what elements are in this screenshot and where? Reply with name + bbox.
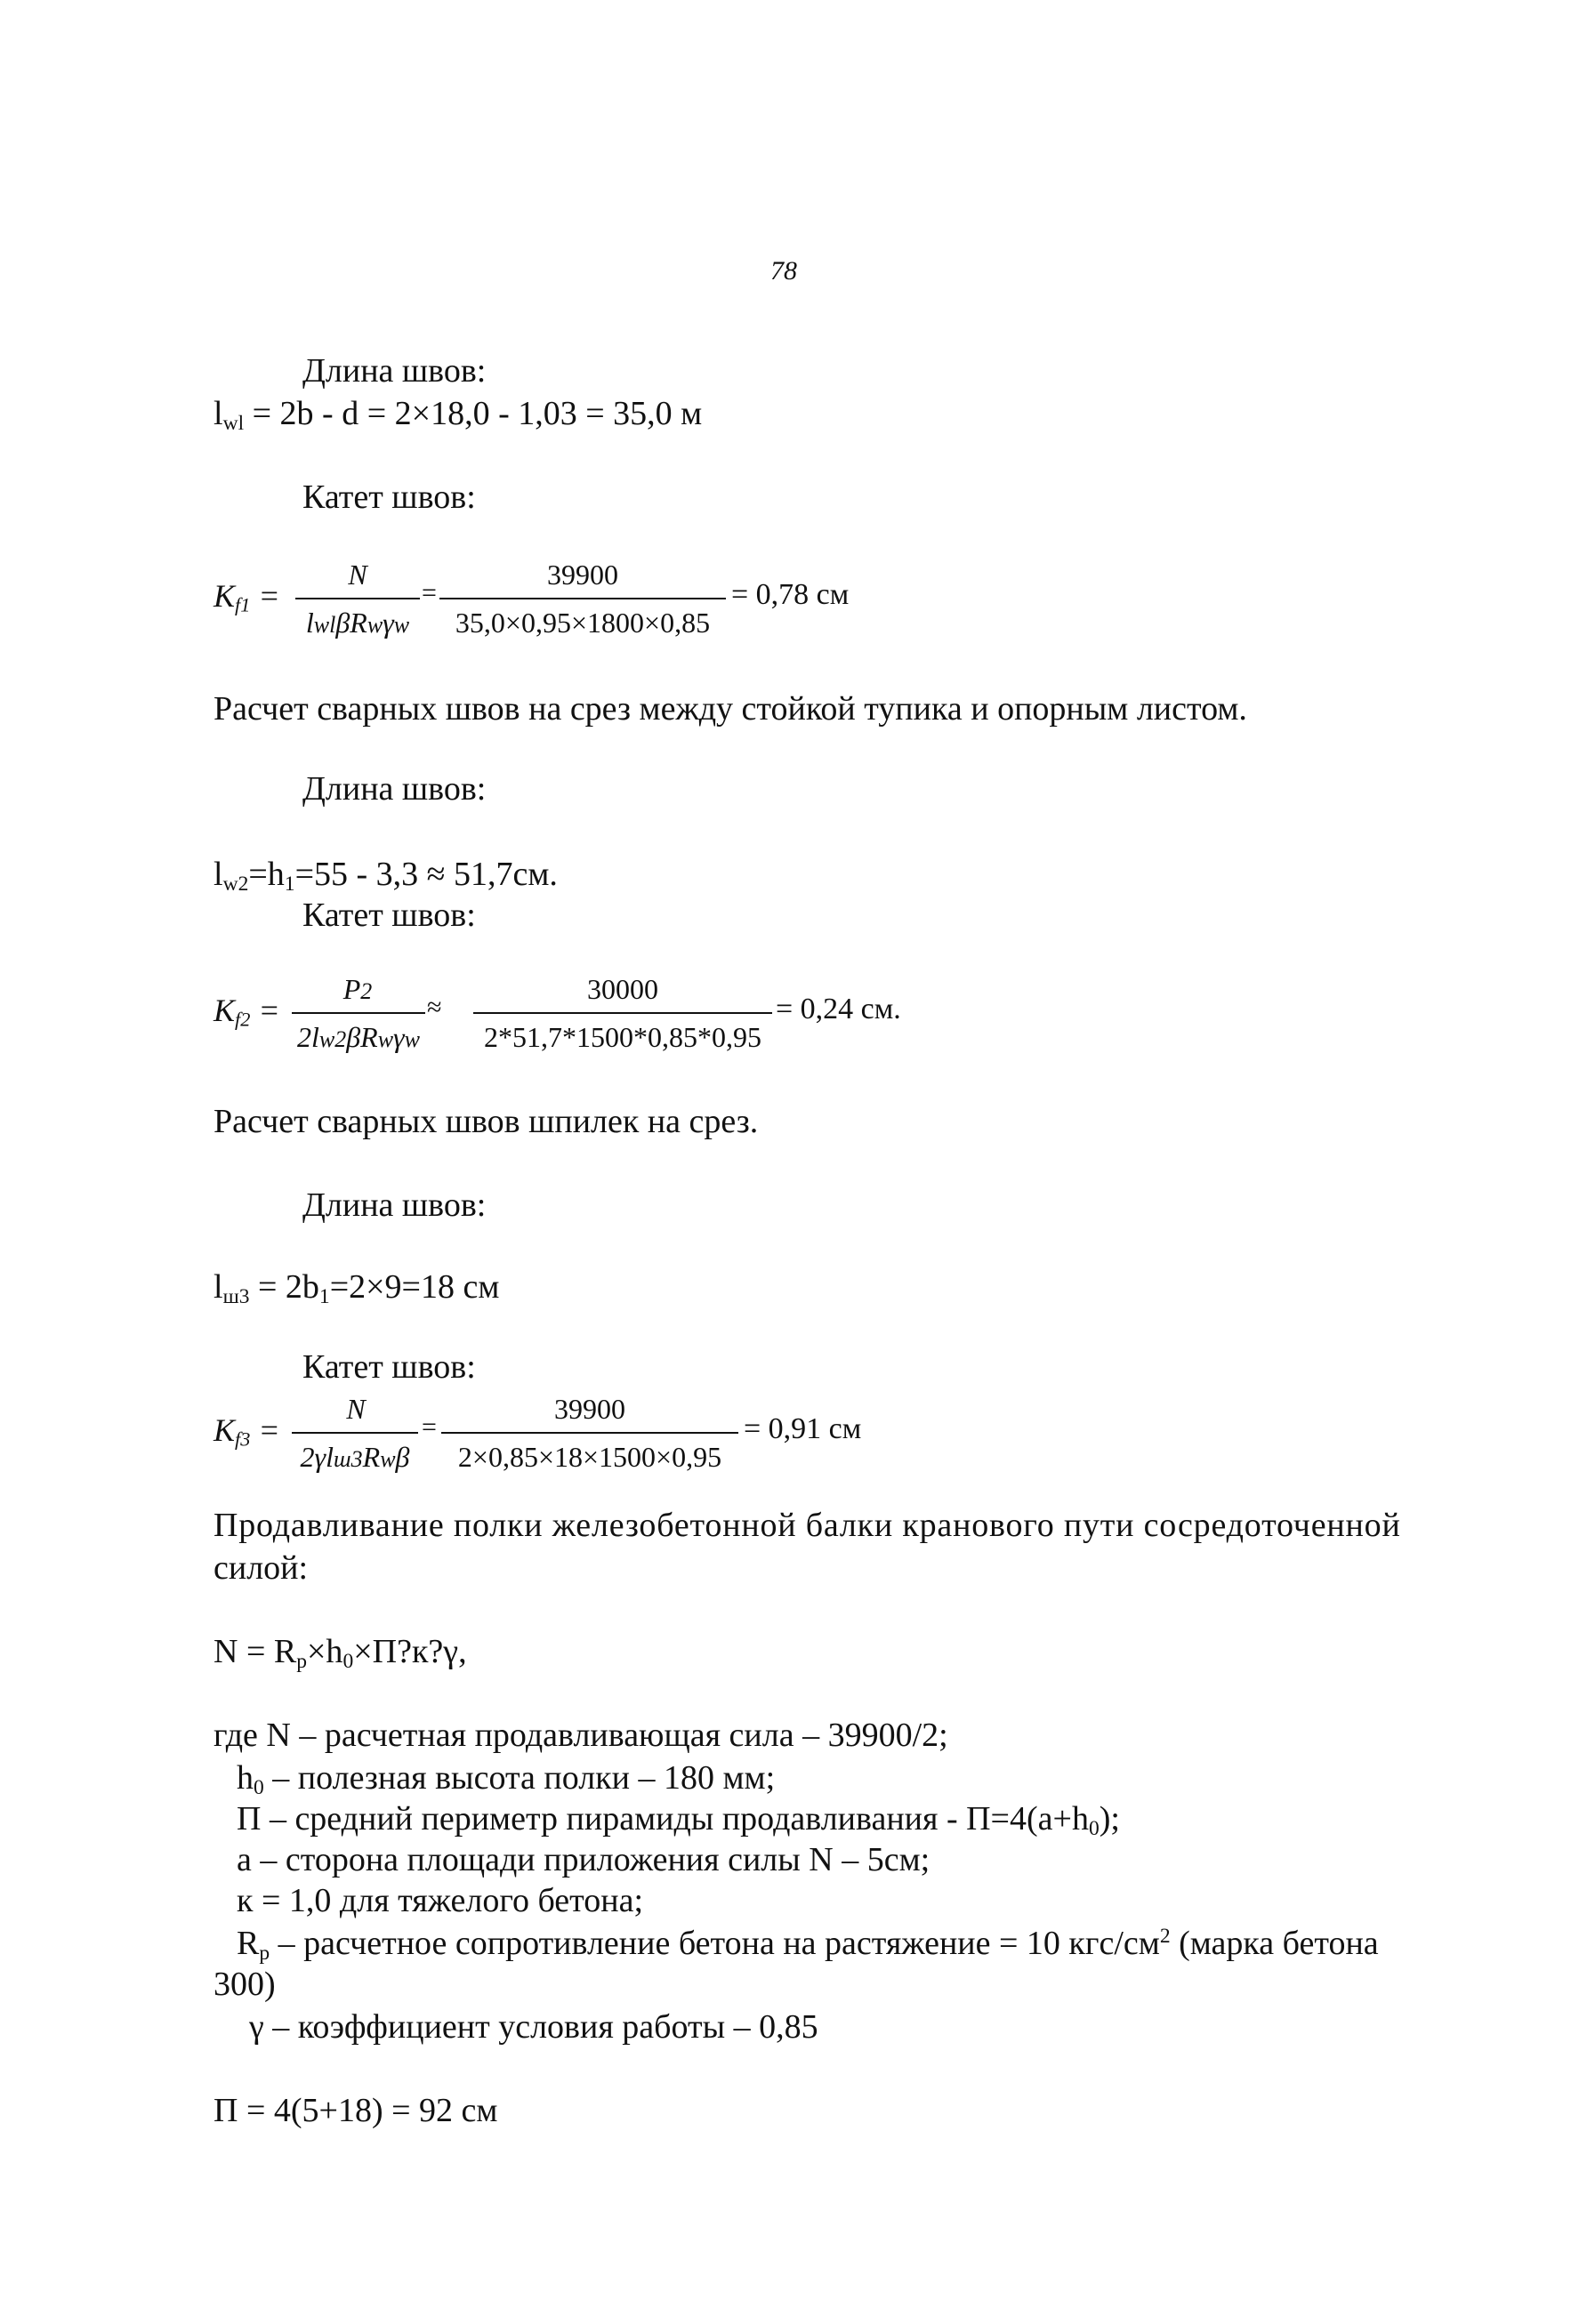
section1-length-formula: $l_{wl} = 2b - d = 2\times 18,0 - 1,03 = 35,0$ м (213, 395, 703, 435)
eq1-equals: = (422, 578, 437, 607)
eq2-result: = 0,24 см. (776, 993, 901, 1025)
eq2-fraction-bar (292, 1012, 425, 1014)
eq1-numeric-denominator: 35,0×0,95×1800×0,85 (455, 607, 711, 639)
eq1-numeric-numerator: 39900 (547, 559, 618, 591)
eq1-fraction-bar (295, 598, 420, 599)
section1-length-formula-text: = 2b - d = 2×18,0 - 1,03 = 35,0 м (252, 395, 703, 432)
definition-gamma: γ – коэффициент условия работы – 0,85 (249, 2008, 818, 2046)
section2-leg-heading: Катет швов: (302, 897, 476, 934)
definition-perimeter: П – средний периметр пирамиды продавливания - $П=4(a+h_0)$; (237, 1800, 1120, 1840)
eq2-denominator: 2lw2βRwγw (296, 1021, 420, 1053)
eq1-denominator-text: βR (335, 607, 367, 639)
page-number: 78 (770, 256, 797, 285)
eq2-lhs: $K_{f2}$ = (213, 993, 280, 1031)
eq2-numeric-numerator: 30000 (587, 973, 658, 1005)
eq3-numerator: N (346, 1393, 366, 1425)
eq3-numeric-bar (441, 1432, 738, 1434)
eq2-numeric-denominator: 2*51,7*1500*0,85*0,95 (484, 1021, 761, 1053)
definition-rp-continued: 300) (213, 1966, 276, 2003)
eq1-numeric-bar (439, 598, 726, 599)
eq3-denominator: 2γlш3Rwβ (300, 1441, 410, 1473)
eq3-fraction-bar (292, 1432, 418, 1434)
definition-h0: $h_0$ – полезная высота полки – 180 мм; (237, 1759, 776, 1799)
section2-title: Расчет сварных швов на срез между стойкой тупика и опорным листом. (213, 690, 1247, 728)
section3-title: Расчет сварных швов шпилек на срез. (213, 1103, 759, 1140)
eq1-lhs: $K_{f1}$ = (213, 578, 280, 616)
section2-length-formula-text: =55 - 3,3 ≈ 51,7см. (294, 856, 558, 893)
definition-rp-text: – расчетное сопротивление бетона на растяжение = 10 кгс/см (270, 1925, 1160, 1962)
eq1-denominator: lwlβRwγw (305, 607, 410, 639)
section3-leg-heading: Катет швов: (302, 1348, 476, 1386)
eq2-approx: ≈ (427, 993, 442, 1022)
eq3-result: = 0,91 см (744, 1412, 862, 1445)
section3-length-formula-text: =2×9=18 см (329, 1268, 500, 1306)
section4-formula: $N = R_p\times h_0\times П?к?\gamma$, (213, 1633, 467, 1673)
definition-n: где N – расчетная продавливающая сила – 39900/2; (213, 1717, 948, 1754)
eq2-numeric-bar (473, 1012, 772, 1014)
eq3-lhs: $K_{f3}$ = (213, 1412, 280, 1451)
definition-k: к = 1,0 для тяжелого бетона; (237, 1882, 644, 1919)
section1-length-heading: Длина швов: (302, 352, 487, 390)
section2-length-formula: $l_{w2}=h_1=55 - 3,3 \approx 51,7см$. (213, 856, 558, 896)
definition-h0-text: – полезная высота полки – 180 мм; (263, 1759, 776, 1797)
definition-a: а – сторона площади приложения силы N – 5см; (237, 1841, 930, 1878)
section4-title-line2: силой: (213, 1549, 309, 1587)
eq1-numerator: N (348, 559, 367, 591)
eq3-equals: = (422, 1412, 437, 1442)
section3-length-heading: Длина швов: (302, 1186, 487, 1224)
eq1-result: = 0,78 см (731, 578, 850, 611)
perimeter-result: П = 4(5+18) = 92 см (213, 2092, 498, 2129)
section1-leg-heading: Катет швов: (302, 478, 476, 516)
eq3-numeric-numerator: 39900 (554, 1393, 625, 1425)
section4-title-line1: Продавливание полки железобетонной балки кранового пути сосредоточенной (213, 1507, 1401, 1544)
definition-perimeter-text: П – средний периметр пирамиды продавливания - П=4(a+h (237, 1800, 1089, 1837)
section3-length-formula: $l_{ш3} = 2b_1=2\times 9=18$ см (213, 1268, 500, 1308)
section2-length-heading: Длина швов: (302, 770, 487, 808)
eq3-numeric-denominator: 2×0,85×18×1500×0,95 (457, 1441, 722, 1473)
section4-formula-text: N = R (213, 1633, 297, 1670)
definition-rp: $R_p$ – расчетное сопротивление бетона на растяжение = 10 кгс/$см^2$ (марка бетона (237, 1925, 1379, 1965)
definition-rp-end: (марка бетона (1170, 1925, 1379, 1962)
eq2-numerator: P2 (342, 973, 373, 1005)
